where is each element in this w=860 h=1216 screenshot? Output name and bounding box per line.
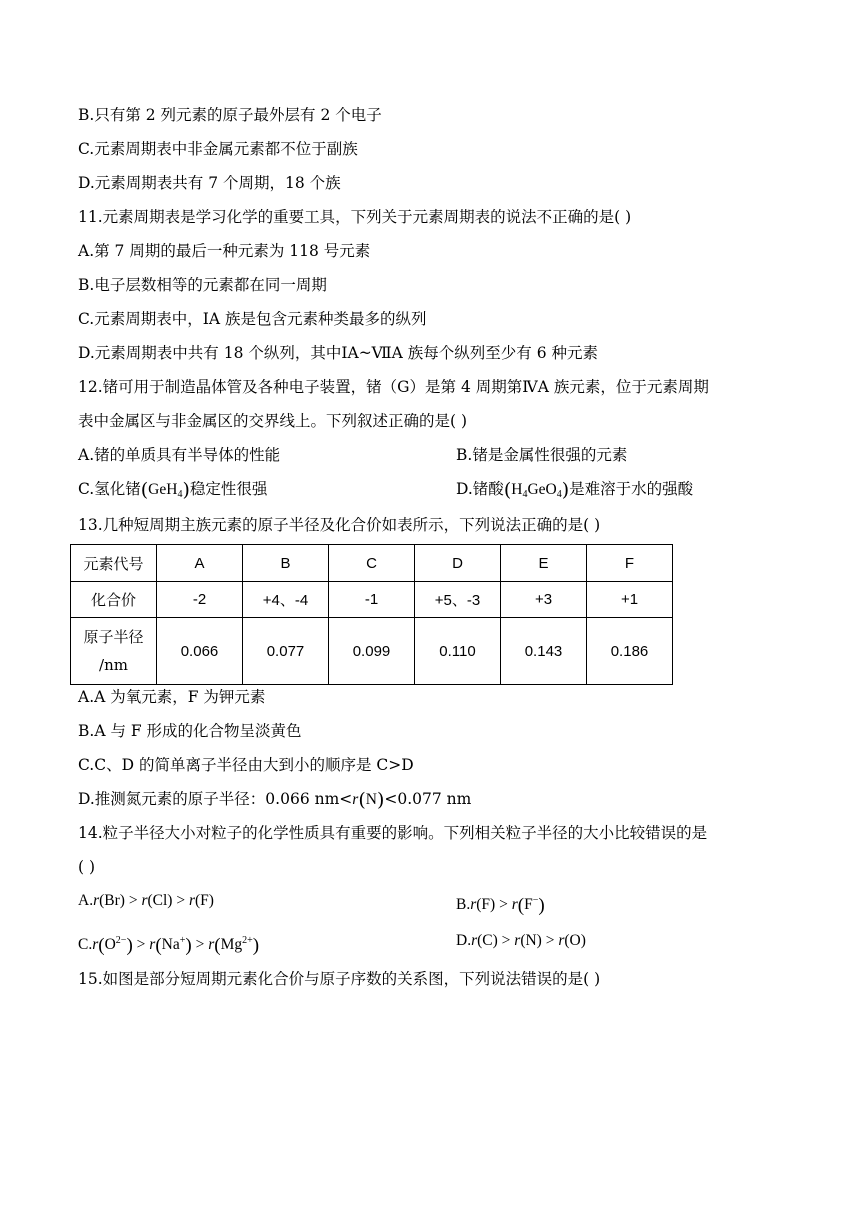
q14-option-d: D.r(C) > r(N) > r(O) <box>456 932 586 949</box>
table-cell: 化合价 <box>71 582 157 618</box>
q14-option-b: B.r(F) > r(F−) <box>456 895 545 916</box>
table-cell: E <box>501 545 587 582</box>
q11-option-c: C.元素周期表中，ⅠA 族是包含元素种类最多的纵列 <box>78 310 427 328</box>
q11-stem: 11.元素周期表是学习化学的重要工具，下列关于元素周期表的说法不正确的是( ) <box>78 208 632 226</box>
table-cell: +5、-3 <box>415 582 501 618</box>
q15-stem: 15.如图是部分短周期元素化合价与原子序数的关系图，下列说法错误的是( ) <box>78 970 601 988</box>
q12-option-d: D.锗酸$(H_4GeO_4)$是难溶于水的强酸 <box>456 479 694 501</box>
q10-option-b: B.只有第 2 列元素的原子最外层有 2 个电子 <box>78 106 382 124</box>
q10-option-d: D.元素周期表共有 7 个周期，18 个族 <box>78 174 341 192</box>
table-cell: 0.066 <box>157 618 243 685</box>
element-data-table <box>70 544 673 685</box>
table-cell: 0.099 <box>329 618 415 685</box>
table-cell: 0.110 <box>415 618 501 685</box>
table-cell: -2 <box>157 582 243 618</box>
table-cell: B <box>243 545 329 582</box>
q14-stem-line2: ( ) <box>78 858 96 876</box>
q13-stem: 13.几种短周期主族元素的原子半径及化合价如表所示，下列说法正确的是( ) <box>78 516 601 534</box>
q13-option-a: A.A 为氧元素，F 为钾元素 <box>78 688 266 706</box>
q11-option-d: D.元素周期表中共有 18 个纵列，其中ⅠA~ⅦA 族每个纵列至少有 6 种元素 <box>78 344 599 362</box>
q13-option-c: C.C、D 的简单离子半径由大到小的顺序是 C>D <box>78 756 414 774</box>
q12-option-c: C.氢化锗(GeH$_4$)稳定性很强 <box>78 479 268 501</box>
q12-option-a: A.锗的单质具有半导体的性能 <box>78 446 281 464</box>
q12-options-ab <box>78 444 628 466</box>
q12-stem-line2: 表中金属区与非金属区的交界线上。下列叙述正确的是( ) <box>78 412 468 430</box>
q14-option-c: $C.r(O^{2-}) > r(Na^+) > r(Mg^{2+})$ <box>78 935 260 956</box>
table-row <box>71 618 673 685</box>
table-cell: F <box>587 545 673 582</box>
q14-stem-line1: 14.粒子半径大小对粒子的化学性质具有重要的影响。下列相关粒子半径的大小比较错误的是 <box>78 824 708 842</box>
q12-options-cd <box>78 478 694 506</box>
table-row <box>71 582 673 618</box>
table-cell: C <box>329 545 415 582</box>
q13-option-d: D.推测氮元素的原子半径：0.066 nm<r(N)<0.077 nm <box>78 789 472 811</box>
table-cell: +3 <box>501 582 587 618</box>
table-cell: +4、-4 <box>243 582 329 618</box>
q12-option-b: B.锗是金属性很强的元素 <box>456 446 628 464</box>
table-cell: +1 <box>587 582 673 618</box>
table-cell: 0.143 <box>501 618 587 685</box>
table-cell: A <box>157 545 243 582</box>
table-cell: 原子半径 /nm <box>71 618 157 685</box>
table-cell: D <box>415 545 501 582</box>
q14-options-cd <box>78 930 586 956</box>
q10-option-c: C.元素周期表中非金属元素都不位于副族 <box>78 140 358 158</box>
table-cell: 0.186 <box>587 618 673 685</box>
q14-option-a: A.r(Br) > r(Cl) > r(F) <box>78 892 214 909</box>
q11-option-b: B.电子层数相等的元素都在同一周期 <box>78 276 327 294</box>
q12-stem-line1: 12.锗可用于制造晶体管及各种电子装置，锗（G）是第 4 周期第ⅣA 族元素，位于元素周期 <box>78 378 709 396</box>
table-cell: 元素代号 <box>71 545 157 582</box>
q14-options-ab <box>78 890 545 916</box>
table-cell: 0.077 <box>243 618 329 685</box>
q13-option-b: B.A 与 F 形成的化合物呈淡黄色 <box>78 722 302 740</box>
table-cell: -1 <box>329 582 415 618</box>
table-row <box>71 545 673 582</box>
q11-option-a: A.第 7 周期的最后一种元素为 118 号元素 <box>78 242 371 260</box>
